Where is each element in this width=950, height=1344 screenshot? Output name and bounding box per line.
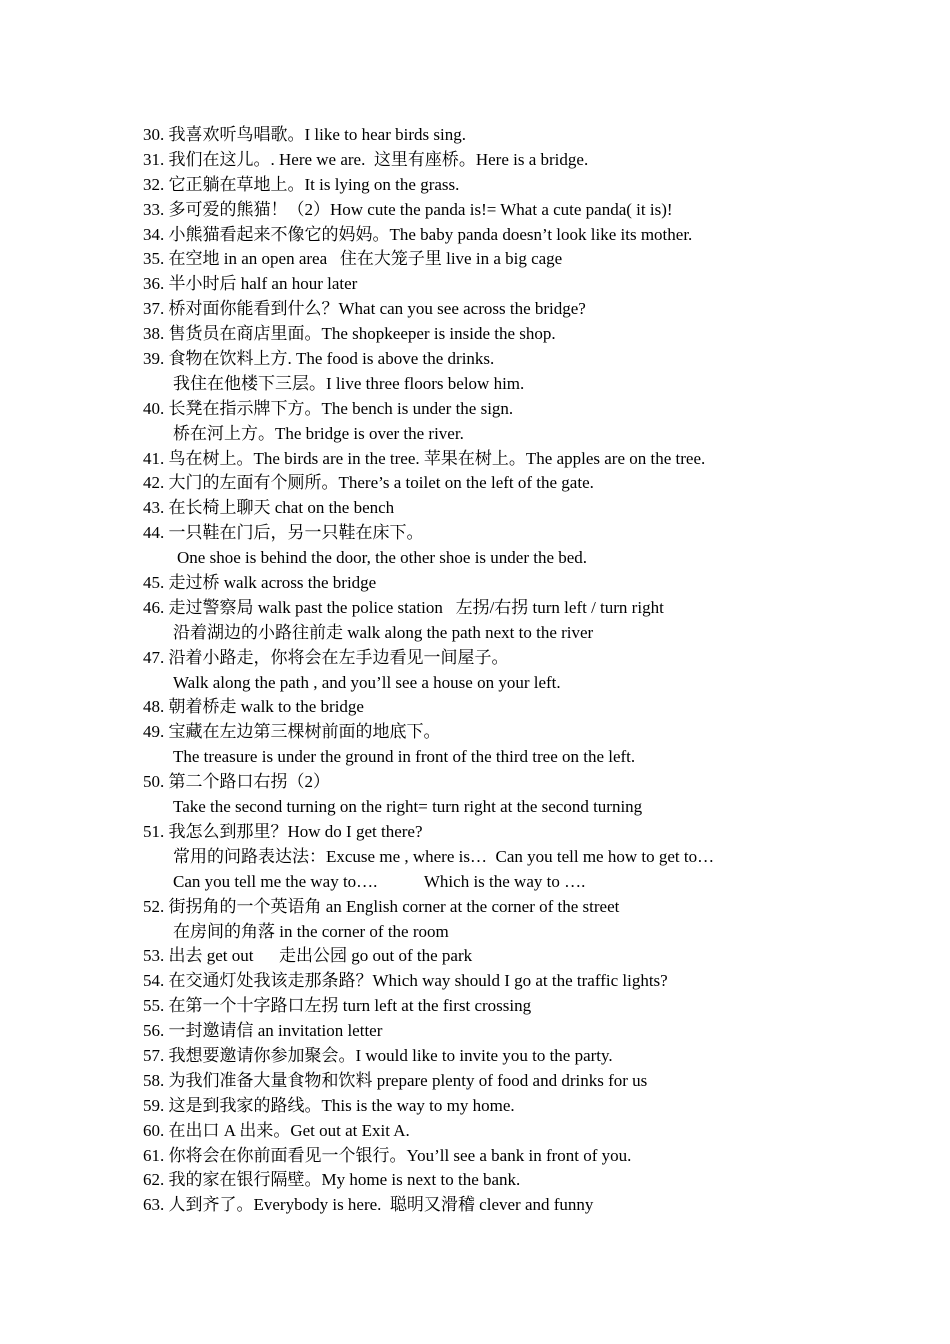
item-number: 48. [143, 697, 165, 717]
item-text: 朝着桥走 walk to the bridge [164, 697, 364, 717]
item-number: 34. [143, 224, 165, 244]
item-text: Walk along the path , and you’ll see a house on your left. [173, 672, 561, 692]
list-item [143, 994, 843, 1019]
list-item [143, 198, 843, 223]
item-number: 55. [143, 996, 165, 1016]
item-text: 街拐角的一个英语角 an English corner at the corner of the street [164, 896, 620, 916]
item-text: Take the second turning on the right= turn right at the second turning [173, 797, 643, 817]
item-text: 宝藏在左边第三棵树前面的地底下。 [164, 722, 441, 742]
item-number: 63. [143, 1195, 165, 1215]
list-item [143, 745, 843, 770]
list-item [143, 646, 843, 671]
list-item [143, 870, 843, 895]
list-item [143, 944, 843, 969]
item-text: 大门的左面有个厕所。There’s a toilet on the left of the gate. [164, 473, 594, 493]
item-text: 在交通灯处我该走那条路？Which way should I go at the traffic lights? [164, 971, 668, 991]
list-item [143, 471, 843, 496]
list-item [143, 1193, 843, 1218]
item-number: 54. [143, 971, 165, 991]
item-number: 51. [143, 821, 165, 841]
list-item [143, 1094, 843, 1119]
item-text: 出去 get out 走出公园 go out of the park [164, 946, 473, 966]
list-item [143, 123, 843, 148]
item-text: 我想要邀请你参加聚会。I would like to invite you to the party. [164, 1045, 613, 1065]
list-item [143, 795, 843, 820]
list-item [143, 397, 843, 422]
item-text: 走过警察局 walk past the police station 左拐/右拐 turn left / turn right [164, 597, 664, 617]
list-item [143, 1069, 843, 1094]
item-text: 第二个路口右拐（2） [164, 772, 330, 792]
list-item [143, 1019, 843, 1044]
item-text: One shoe is behind the door, the other shoe is under the bed. [177, 548, 588, 568]
item-number: 36. [143, 274, 165, 294]
item-number: 37. [143, 299, 165, 319]
list-item [143, 1144, 843, 1169]
list-item [143, 247, 843, 272]
item-text: 你将会在你前面看见一个银行。You’ll see a bank in front of you. [164, 1145, 632, 1165]
item-number: 33. [143, 199, 165, 219]
list-item [143, 1119, 843, 1144]
item-text: 沿着湖边的小路往前走 walk along the path next to the river [173, 622, 594, 642]
item-number: 31. [143, 149, 165, 169]
list-item [143, 546, 843, 571]
list-item [143, 173, 843, 198]
item-number: 52. [143, 896, 165, 916]
list-item [143, 223, 843, 248]
item-text: 食物在饮料上方. The food is above the drinks. [164, 349, 495, 369]
item-text: 一只鞋在门后，另一只鞋在床下。 [164, 523, 424, 543]
list-item [143, 272, 843, 297]
item-text: 小熊猫看起来不像它的妈妈。The baby panda doesn’t look like its mother. [164, 224, 693, 244]
item-number: 38. [143, 324, 165, 344]
list-item [143, 969, 843, 994]
item-text: 鸟在树上。The birds are in the tree. 苹果在树上。The apples are on the tree. [164, 448, 706, 468]
item-text: 桥在河上方。The bridge is over the river. [173, 423, 464, 443]
list-item [143, 372, 843, 397]
item-text: 我怎么到那里？How do I get there? [164, 821, 423, 841]
list-item [143, 1044, 843, 1069]
item-number: 30. [143, 125, 165, 144]
item-number: 56. [143, 1021, 165, 1041]
item-number: 40. [143, 398, 165, 418]
item-number: 42. [143, 473, 165, 493]
list-item [143, 347, 843, 372]
item-text: 桥对面你能看到什么？What can you see across the bridge? [164, 299, 586, 319]
item-number: 62. [143, 1170, 165, 1190]
list-item [143, 770, 843, 795]
item-number: 43. [143, 498, 165, 518]
list-item [143, 447, 843, 472]
item-text: 它正躺在草地上。It is lying on the grass. [164, 174, 460, 194]
item-number: 32. [143, 174, 165, 194]
list-item [143, 297, 843, 322]
item-text: 沿着小路走，你将会在左手边看见一间屋子。 [164, 647, 509, 667]
item-number: 60. [143, 1120, 165, 1140]
item-number: 57. [143, 1045, 165, 1065]
item-number: 45. [143, 573, 165, 593]
item-number: 41. [143, 448, 165, 468]
item-number: 49. [143, 722, 165, 742]
item-number: 44. [143, 523, 165, 543]
list-item [143, 422, 843, 447]
list-item [143, 895, 843, 920]
item-number: 59. [143, 1095, 165, 1115]
item-text: 一封邀请信 an invitation letter [164, 1021, 383, 1041]
item-text: The treasure is under the ground in front of the third tree on the left. [173, 747, 636, 767]
list-item [143, 695, 843, 720]
item-text: 人到齐了。Everybody is here. 聪明又滑稽 clever and funny [164, 1195, 594, 1215]
item-text: 在出口 A 出来。Get out at Exit A. [164, 1120, 410, 1140]
list-item [143, 322, 843, 347]
item-text: 我的家在银行隔壁。My home is next to the bank. [164, 1170, 521, 1190]
item-number: 46. [143, 597, 165, 617]
item-text: 我喜欢听鸟唱歌。I like to hear birds sing. [164, 125, 466, 144]
item-number: 47. [143, 647, 165, 667]
item-text: 为我们准备大量食物和饮料 prepare plenty of food and drinks for us [164, 1070, 648, 1090]
vocabulary-list [143, 123, 843, 1218]
item-text: 我们在这儿。. Here we are. 这里有座桥。Here is a bridge. [164, 149, 589, 169]
list-item [143, 820, 843, 845]
item-text: Can you tell me the way to…. Which is the way to …. [173, 871, 586, 891]
item-text: 在第一个十字路口左拐 turn left at the first crossing [164, 996, 532, 1016]
list-item [143, 1168, 843, 1193]
item-text: 在房间的角落 in the corner of the room [173, 921, 449, 941]
list-item [143, 720, 843, 745]
list-item [143, 148, 843, 173]
item-number: 58. [143, 1070, 165, 1090]
item-number: 61. [143, 1145, 165, 1165]
item-number: 35. [143, 249, 165, 269]
list-item [143, 845, 843, 870]
list-item [143, 521, 843, 546]
list-item [143, 571, 843, 596]
list-item [143, 621, 843, 646]
item-number: 53. [143, 946, 165, 966]
item-text: 走过桥 walk across the bridge [164, 573, 377, 593]
list-item [143, 496, 843, 521]
item-text: 售货员在商店里面。The shopkeeper is inside the shop. [164, 324, 556, 344]
list-item [143, 920, 843, 945]
item-text: 这是到我家的路线。This is the way to my home. [164, 1095, 515, 1115]
item-text: 我住在他楼下三层。I live three floors below him. [173, 373, 525, 393]
item-text: 常用的问路表达法：Excuse me , where is… Can you tell me how to get to… [173, 846, 715, 866]
item-text: 在长椅上聊天 chat on the bench [164, 498, 395, 518]
list-item [143, 671, 843, 696]
item-number: 50. [143, 772, 165, 792]
item-number: 39. [143, 349, 165, 369]
item-text: 多可爱的熊猫！（2）How cute the panda is!= What a cute panda( it is)! [164, 199, 673, 219]
list-item [143, 596, 843, 621]
item-text: 半小时后 half an hour later [164, 274, 358, 294]
item-text: 在空地 in an open area 住在大笼子里 live in a big cage [164, 249, 563, 269]
item-text: 长凳在指示牌下方。The bench is under the sign. [164, 398, 514, 418]
